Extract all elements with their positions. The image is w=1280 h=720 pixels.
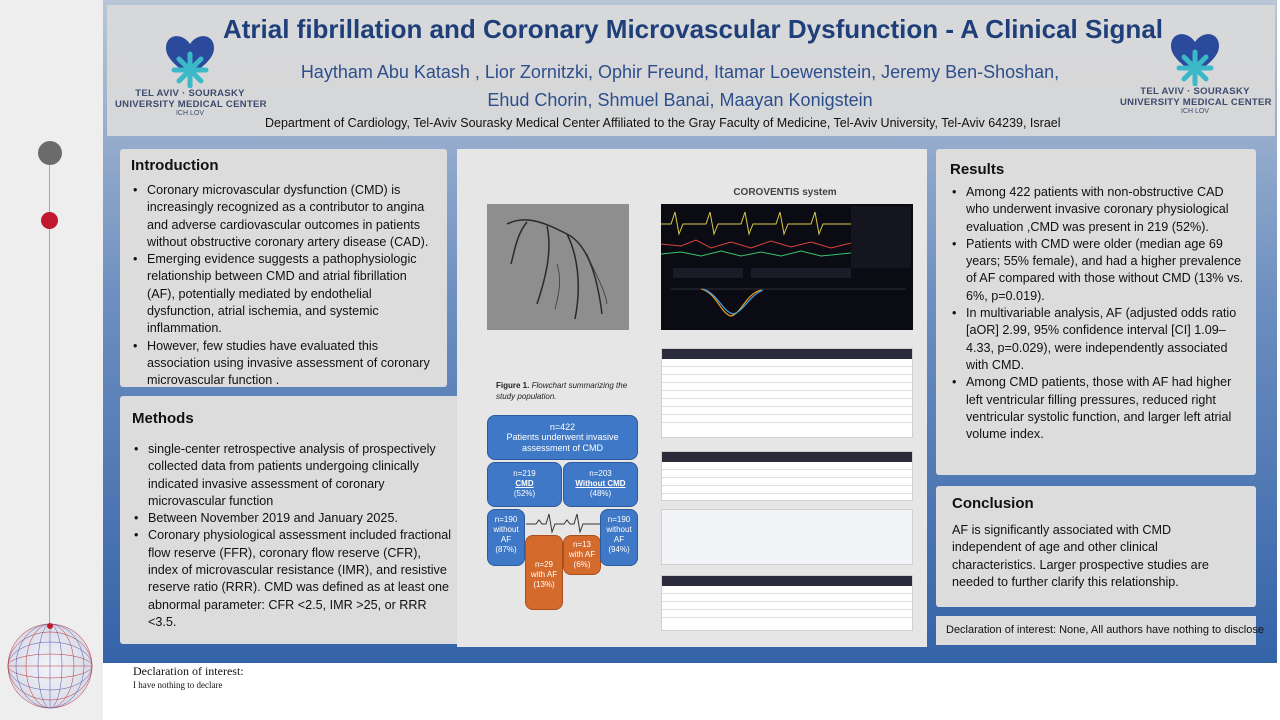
- timeline-dot-grey[interactable]: [38, 141, 62, 165]
- conclusion-text: AF is significantly associated with CMD independent of age and other clinical characteristics. Larger prospective studies are needed to further clarify this relationship.: [952, 523, 1209, 589]
- flow-nocmd-pct: (48%): [589, 489, 612, 498]
- methods-bullet: • Coronary physiological assessment included fractional flow reserve (FFR), coronary flow reserve (CFR), index of microvascular resistance (IMR), and resistive reserve ratio (RRR). CMD was defined as at least one abnormal parameter: CFR <2.5, IMR >25, or RRR <3.5.: [132, 527, 452, 631]
- flow-cmd-pct: (52%): [513, 489, 536, 498]
- flow-box-total: [487, 415, 638, 460]
- flow-cmd-label: CMD: [515, 479, 534, 488]
- flow-total-n: n=422: [549, 422, 576, 432]
- flow-cmd-af-pct: (13%): [533, 580, 555, 589]
- table-header: [662, 349, 912, 359]
- flow-box-nocmd: [563, 462, 638, 507]
- methods-bullet: • Between November 2019 and January 2025.: [132, 510, 452, 527]
- methods-list: [132, 441, 452, 631]
- authors-line-2: Ehud Chorin, Shmuel Banai, Maayan Konigstein: [487, 90, 873, 110]
- flow-cmd-af-label: with AF: [530, 570, 558, 579]
- flow-cmd-af-n: n=29: [534, 560, 554, 569]
- flow-cmd-noaf-label: without AF: [493, 525, 519, 544]
- results-bullet: • Among 422 patients with non-obstructive CAD who underwent invasive coronary physiological evaluation ,CMD was present in 219 (52%).: [950, 184, 1246, 236]
- methods-bullet: • single-center retrospective analysis of prospectively collected data from patients undergoing clinically indicated invasive assessment of coronary microvascular function: [132, 441, 452, 510]
- flow-nocmd-label: Without CMD: [575, 479, 626, 488]
- flow-box-nocmd-noaf: [600, 509, 638, 566]
- flow-nocmd-noaf-pct: (94%): [608, 545, 630, 554]
- results-bullet: • Among CMD patients, those with AF had higher left ventricular filling pressures, reduced right ventricular systolic function, and larger left atrial volume index.: [950, 374, 1246, 443]
- table-thumbnail-1: [661, 348, 913, 438]
- introduction-list: [131, 182, 436, 390]
- results-bullet: • In multivariable analysis, AF (adjusted odds ratio [aOR] 2.99, 95% confidence interval [CI] 1.09–4.33, p=0.029), were independently associated with CMD.: [950, 305, 1246, 374]
- table-thumbnail-2: [661, 451, 913, 501]
- flow-total-desc: Patients underwent invasive assessment of CMD: [506, 432, 619, 453]
- flow-nocmd-n: n=203: [589, 469, 612, 478]
- flow-box-cmd-af: [525, 535, 563, 610]
- authors: [200, 58, 1160, 114]
- coroventis-monitor-image: [661, 204, 913, 330]
- globe-icon: [6, 622, 94, 710]
- logo-line-2: UNIVERSITY MEDICAL CENTER: [115, 99, 267, 110]
- hospital-logo-left: [115, 30, 265, 130]
- flow-cmd-noaf-n: n=190: [494, 515, 518, 524]
- hospital-logo-right: [1120, 28, 1270, 128]
- flow-box-cmd-noaf: [487, 509, 525, 566]
- heart-star-icon: [1165, 28, 1225, 86]
- flow-box-cmd: [487, 462, 562, 507]
- table-header: [662, 576, 912, 586]
- slide-sidebar: [0, 0, 103, 720]
- timeline-dot-red[interactable]: [41, 212, 58, 229]
- figure-caption: [496, 380, 636, 402]
- introduction-bullet: • However, few studies have evaluated this association using invasive assessment of coronary microvascular function .: [131, 338, 436, 390]
- timeline-line: [49, 160, 50, 630]
- results-bullet: • Patients with CMD were older (median age 69 years; 55% female), and had a higher prevalence of AF compared with those without CMD (13% vs. 6%, p=0.019).: [950, 236, 1246, 305]
- ecg-icon: [526, 512, 600, 534]
- flow-nocmd-af-pct: (6%): [573, 560, 591, 569]
- figure-label: Figure 1.: [496, 381, 530, 390]
- flow-nocmd-af-label: with AF: [568, 550, 596, 559]
- angiogram-image: [487, 204, 629, 330]
- methods-heading: Methods: [132, 410, 194, 427]
- logo-line-1: TEL AVIV · SOURASKY: [1140, 86, 1250, 97]
- flow-box-nocmd-af: [563, 535, 601, 575]
- logo-line-2: UNIVERSITY MEDICAL CENTER: [1120, 97, 1272, 108]
- results-panel: [936, 149, 1256, 475]
- title-container: [103, 0, 1199, 60]
- introduction-panel: [120, 149, 447, 387]
- logo-line-3: ICH LOV: [1180, 108, 1209, 115]
- flow-cmd-n: n=219: [513, 469, 536, 478]
- flow-nocmd-af-n: n=13: [572, 540, 592, 549]
- methods-panel: [120, 396, 460, 644]
- flow-cmd-noaf-pct: (87%): [495, 545, 517, 554]
- cards-thumbnail: [661, 509, 913, 565]
- heart-star-icon: [160, 30, 220, 88]
- declaration-label: Declaration of interest:: [133, 664, 244, 678]
- table-thumbnail-3: [661, 575, 913, 631]
- introduction-bullet: • Coronary microvascular dysfunction (CMD) is increasingly recognized as a contributor to angina and adverse cardiovascular outcomes in patients without obstructive coronary artery disease (CAD).: [131, 182, 436, 251]
- table-header: [662, 452, 912, 462]
- conclusion-heading: Conclusion: [952, 495, 1034, 512]
- flow-nocmd-noaf-n: n=190: [607, 515, 631, 524]
- declaration-text: I have nothing to declare: [133, 680, 223, 690]
- declaration-box: Declaration of interest: None, All authors have nothing to disclose: [936, 616, 1256, 645]
- coroventis-title: COROVENTIS system: [733, 187, 837, 198]
- introduction-bullet: • Emerging evidence suggests a pathophysiologic relationship between CMD and atrial fibrillation (AF), potentially mediated by endothelial dysfunction, atrial ischemia, and systemic inflammation.: [131, 251, 436, 337]
- results-heading: Results: [950, 161, 1005, 178]
- affiliation: Department of Cardiology, Tel-Aviv Sourasky Medical Center Affiliated to the Gray Faculty of Medicine, Tel-Aviv University, Tel-Aviv 64239, Israel: [265, 116, 1061, 130]
- authors-line-1: Haytham Abu Katash , Lior Zornitzki, Ophir Freund, Itamar Loewenstein, Jeremy Ben-Shoshan,: [300, 62, 1060, 82]
- conclusion-panel: [936, 486, 1256, 607]
- figure-caption-text: Flowchart summarizing the study population.: [496, 381, 628, 401]
- introduction-heading: Introduction: [131, 157, 219, 174]
- results-list: [950, 184, 1246, 443]
- flow-nocmd-noaf-label: without AF: [606, 525, 632, 544]
- logo-line-1: TEL AVIV · SOURASKY: [135, 88, 245, 99]
- poster-title: Atrial fibrillation and Coronary Microvascular Dysfunction - A Clinical Signal: [222, 14, 1163, 44]
- logo-line-3: ICH LOV: [175, 110, 204, 117]
